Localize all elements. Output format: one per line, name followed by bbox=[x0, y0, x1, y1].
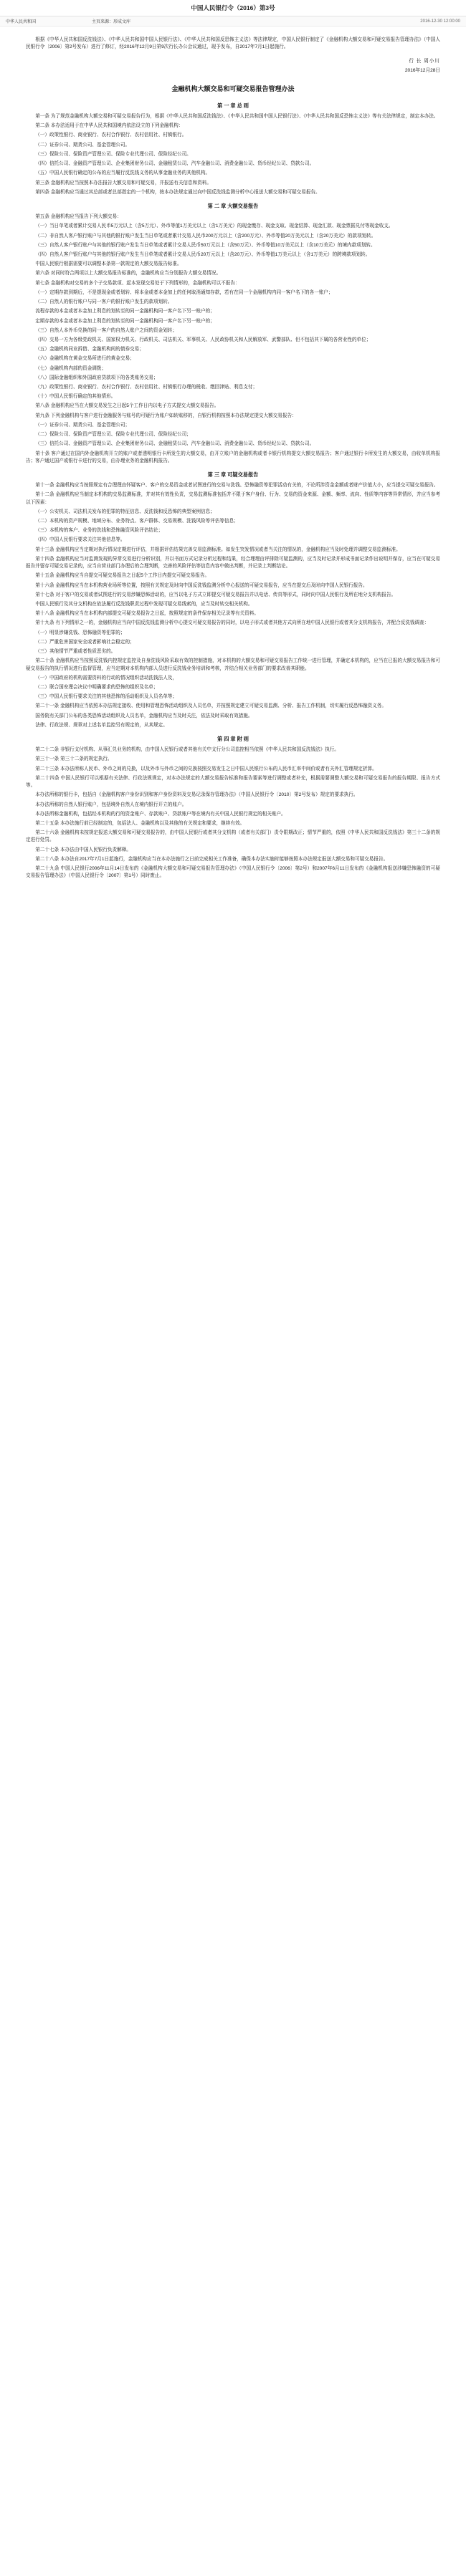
body-paragraph: （六）金融机构在黄金交易所进行的黄金交易； bbox=[35, 356, 135, 362]
body-paragraph: 本办法所称的自然人银行账户，包括境外自然人在境内银行开立的账户。 bbox=[35, 802, 187, 807]
body-paragraph: 第二十二条 非银行支付机构、从事汇兑业务的机构，由中国人民银行或者其他有关中支行分公司监控相当依照《中华人民共和国反洗钱法》执行。 bbox=[35, 747, 340, 753]
signature-date: 2016年12月28日 bbox=[404, 67, 440, 73]
body-paragraph: 流程存款的本金或者本金加上利息的划转至的同一金融机构同一客户名下另一账户的； bbox=[35, 309, 215, 314]
document-meta-bar bbox=[0, 16, 466, 27]
body-paragraph: 第三十一条 第三十二条的规定执行。 bbox=[35, 756, 113, 762]
body-paragraph: （一）明显涉嫌洗钱、恐怖融资等犯罪的； bbox=[35, 630, 125, 635]
preamble-paragraph: 根据《中华人民共和国反洗钱法》、《中华人民共和国中国人民银行法》、《中华人民共和国反恐怖主义法》等法律规定，中国人民银行制定了《金融机构大额交易和可疑交易报告管理办法》（中国人民银行令〔2006〕第2号发布）进行了修订，经2016年12月9日第9次行长办公会议通过，现予发布，自2017年7月1日起施行。 bbox=[26, 37, 440, 50]
body-paragraph: 第十条 客户通过在国内外金融机构开立的账户或者透明银行卡所发生的大额交易，由开立账户的金融机构或者卡银行机构提交大额交易报告；客户通过银行卡所发生的大额交易，由收单机构报告；客户通过国产或银行卡进行的交易，由办理业务的金融机构报告。 bbox=[26, 451, 440, 463]
body-paragraph: 第二十三条 本办法所称人民币、外币之间的兑换，以及外币与外币之间的兑换按照交易发生之日中国人民银行公布的人民币汇率中间价或者有关外汇管理规定折算。 bbox=[35, 766, 377, 772]
body-paragraph: 第二十一条 金融机构应当依照本办法规定接收、使用和管理恐怖活动组织及人员名单，并按照规定建立可疑交易监测、分析、报告工作机制，切实履行反恐怖融资义务。 bbox=[35, 703, 386, 709]
body-paragraph: （三）其他情节严重或者性质恶劣的。 bbox=[35, 649, 116, 655]
body-paragraph: （四）信托公司、金融资产管理公司、企业集团财务公司、金融租赁公司、汽车金融公司、消费金融公司、货币经纪公司、贷款公司。 bbox=[35, 161, 315, 167]
body-paragraph: （三）自然人本外币兑换的同一客户的自然人账户之间的资金划转； bbox=[35, 327, 177, 333]
body-paragraph: 第十一条 金融机构应当按照规定有合理理由怀疑客户、客户的交易资金或者试图进行的交易与洗钱、恐怖融资等犯罪活动有关的，不论所涉资金金额或者财产价值大小，应当提交可疑交易报告。 bbox=[35, 483, 439, 489]
body-paragraph: （五）金融机构同业拆借、金融机构间的债券交易； bbox=[35, 347, 144, 352]
body-paragraph: （二）自然人的银行账户与同一客户的银行账户发生的款项划转。 bbox=[35, 299, 173, 305]
body-paragraph: （二）证券公司、期货公司、基金管理公司。 bbox=[35, 142, 130, 148]
body-paragraph: 第九条 下列金融机构与客户进行金融服务与账号的可疑行为账户如转账移的，自银行机构按照本办法规定提交大额交易报告： bbox=[35, 413, 297, 418]
body-paragraph: 第十七条 对于客户的交易或者试图进行的交易涉嫌恐怖活动的，应当以电子方式立即提交可疑交易报告并以电话、传真等形式，同时向中国人民银行及所在地分支机构报告。 bbox=[35, 592, 396, 597]
body-paragraph: 第十八条 金融机构应当在本机构内部提交可疑交易报告之日起，按照规定的条件保存相关记录等有关资料。 bbox=[35, 611, 259, 617]
body-paragraph: 国务院有关部门公布的各类恐怖活动组织及人员名单，金融机构应当及时关注，依法及时采取有效措施。 bbox=[35, 713, 253, 719]
body-paragraph: （二）严重危害国家安全或者影响社会稳定的； bbox=[35, 639, 135, 645]
body-paragraph: （一）当日单笔或者累计交易人民币5万元以上（含5万元）、外币等值1万美元以上（含1万美元）的现金缴存、现金支取、现金结算、现金汇款、现金票据兑付等现金收支。 bbox=[35, 224, 394, 229]
body-paragraph: 第六条 对同时符合两项以上大额交易报告标准的，金融机构应当分别报告大额交易情况。 bbox=[35, 271, 222, 277]
body-paragraph: 第二十条 金融机构应当按照反洗钱内控规定监控及自身洗钱风险采取有效的控制措施，对本机构的大额交易和可疑交易报告工作统一进行管理，并确定本机构的，应当在已报的大额交易报告和可疑交易报告的执行情况进行监督管理，应当定期对本机构内部人员进行反洗钱业务培训和考核，并结合相关业务部门的要求改善其职能。 bbox=[26, 658, 440, 671]
body-paragraph: 第二条 本办法适用于在中华人民共和国境内依法设立的下列金融机构： bbox=[35, 123, 184, 129]
body-paragraph: 第三条 金融机构应当按照本办法报告大额交易和可疑交易，并报送有关信息和资料。 bbox=[35, 180, 211, 186]
body-paragraph: （一）定期存款到期后，不是提现金或者划转、将本金或者本金加上的任何取消通知存款，若有在同一个金融机构内同一客户名下的各一账户； bbox=[35, 289, 333, 295]
meta-right-text: 2016-12-30 12:00:00 bbox=[420, 19, 460, 24]
body-paragraph: 第十三条 金融机构应当定期对执行情况定期进行评估，并根据评估结果完善交易监测标准。如发生突发情况或者当关注的情况的，金融机构应当及时处理并调整交易监测标准。 bbox=[35, 547, 401, 552]
body-paragraph: （三）本机构的客户、业务的洗钱和恐怖融资风险评估结论； bbox=[35, 528, 163, 534]
body-paragraph: 第二十四条 中国人民银行可以根据有关法律、行政法规规定，对本办法规定的大额交易报告标准和报告要素等进行调整或者补充，根据需要调整大额交易和可疑交易报告的报告期限、报告方式等。 bbox=[26, 775, 440, 789]
meta-center-text: 主页来源：形成文库 bbox=[92, 20, 131, 24]
body-paragraph: （七）金融机构内部的资金调拨； bbox=[35, 365, 107, 371]
body-paragraph: （三）保险公司、保险资产管理公司、保险专业代理公司、保险经纪公司。 bbox=[35, 151, 191, 157]
window-title: 中国人民银行令（2016）第3号 bbox=[191, 4, 275, 11]
body-paragraph: 第二十六条 金融机构未按规定报送大额交易和可疑交易报告的，由中国人民银行或者其分支机构（或者有关部门）责令限期改正；情节严重的，依照《中华人民共和国反洗钱法》第三十二条的规定进行处罚。 bbox=[26, 830, 440, 843]
body-paragraph: 本办法所称的银行卡，包括自《金融机构客户身份识别和客户身份资料及交易记录保存管理办法》（中国人民银行令〔2010〕第2号发布）规定的要求执行。 bbox=[35, 792, 358, 798]
body-paragraph: （三）信托公司、金融资产管理公司、企业集团财务公司、金融租赁公司、汽车金融公司、消费金融公司、货币经纪公司、贷款公司。 bbox=[35, 441, 315, 447]
body-paragraph: （十）中国人民银行确定的其他情形。 bbox=[35, 394, 116, 400]
body-paragraph: （九）政策性银行、商业银行、农村合作银行、农村信用社、村镇银行办理的税收、缴回津贴、利息支付； bbox=[35, 385, 258, 390]
body-paragraph: 法律、行政法规、规章对上述名单监控另有规定的，从其规定。 bbox=[35, 722, 168, 728]
chapter-heading: 第 四 章 附 则 bbox=[217, 736, 249, 743]
body-paragraph: 第十九条 有下列情形之一的，金融机构应当向中国反洗钱监测分析中心提交可疑交易报告的同时，以电子形式或者其他方式向所在地中国人民银行或者其分支机构报告，并配合反洗钱调查： bbox=[35, 620, 429, 626]
body-paragraph: （一）证券公司、期货公司、基金管理公司； bbox=[35, 422, 130, 428]
body-paragraph: 第十五条 金融机构应当自提交可疑交易报告之日起5个工作日内提交可疑交易报告。 bbox=[35, 573, 210, 579]
body-paragraph: （二）非自然人客户银行账户与其他的银行账户发生当日单笔或者累计交易人民币200万元以上（含200万元）、外币等值20万美元以上（含20万美元）的款项划转。 bbox=[35, 233, 376, 239]
body-paragraph: 第四条 金融机构应当通过其总部或者总部指定的一个机构，按本办法规定通过向中国反洗钱监测分析中心报送大额交易和可疑交易报告。 bbox=[35, 189, 320, 195]
body-paragraph: 第二十九条 中国人民银行2006年11月14日发布的《金融机构大额交易和可疑交易报告管理办法》（中国人民银行令〔2006〕第2号）和2007年6月11日发布的《金融机构报送涉嫌恐怖融资的可疑交易报告管理办法》（中国人民银行令〔2007〕第1号）同时废止。 bbox=[26, 866, 440, 879]
body-paragraph: 第五条 金融机构应当报告下列大额交易： bbox=[35, 214, 122, 220]
document-body bbox=[0, 27, 466, 897]
body-paragraph: 第八条 金融机构应当在大额交易发生之日起5个工作日内以电子方式提交大额交易报告。 bbox=[35, 403, 219, 409]
body-paragraph: 第七条 金融机构对交易的多个子交易款项、起本发现交易处于下列情形的，金融机构可以不报告： bbox=[35, 280, 240, 286]
chapter-heading: 第 三 章 可疑交易报告 bbox=[207, 471, 259, 478]
body-paragraph: （四）中国人民银行要求关注其他信息等。 bbox=[35, 537, 125, 543]
chapter-heading: 第 二 章 大额交易报告 bbox=[207, 202, 259, 209]
body-paragraph: （一）政策性银行、商业银行、农村合作银行、农村信用社、村镇银行。 bbox=[35, 133, 187, 138]
body-paragraph: （二）保险公司、保险资产管理公司、保险专业代理公司、保险经纪公司； bbox=[35, 432, 191, 438]
window-titlebar bbox=[0, 0, 466, 16]
body-paragraph: （五）中国人民银行确定的公布的应当履行反洗钱义务的从事金融业务的其他机构。 bbox=[35, 170, 211, 176]
body-paragraph: 第二十五条 本办法施行前已经制定的，包括法人、金融机构以及其他的有关规定和要求，继续有效。 bbox=[35, 820, 245, 826]
body-paragraph: （四）自然人客户银行账户与其他的银行账户发生当日单笔或者累计交易人民币20万元以上（含20万元）、外币等值1万美元以上（含1万美元）的跨境款项划转。 bbox=[35, 251, 371, 257]
meta-left-text: 中华人民共和国 bbox=[6, 20, 37, 24]
body-paragraph: 第二十七条 本办法由中国人民银行负责解释。 bbox=[35, 847, 131, 852]
body-paragraph: 第二十八条 本办法自2017年7月1日起施行，金融机构应当在本办法施行之日前完成相关工作准备，确保本办法实施时能够按照本办法规定报送大额交易和可疑交易报告。 bbox=[35, 856, 389, 862]
body-paragraph: （二）本机构的资产规模、地域分布、业务特点、客户群体、交易规模、洗钱风险等评估等信息； bbox=[35, 519, 239, 524]
body-paragraph: （八）国际金融组织和外国政府贷款项下的各类账务交易； bbox=[35, 375, 158, 380]
page-title: 金融机构大额交易和可疑交易报告管理办法 bbox=[171, 85, 295, 92]
body-paragraph: （三）自然人客户银行账户与其他的银行账户发生当日单笔或者累计交易人民币50万元以上（含50万元）、外币等值10万美元以上（含10万美元）的境内款项划转。 bbox=[35, 242, 376, 248]
body-paragraph: （二）联合国安理会决议中明确要求的恐怖的组织及名单； bbox=[35, 684, 158, 690]
body-paragraph: （一）公安机关、司法机关发布的犯罪的特征信息、反洗钱和反恐怖的典型案例信息； bbox=[35, 509, 215, 514]
signature-name: 行 长 周小川 bbox=[409, 59, 440, 64]
body-paragraph: 中国人民银行及其分支机构在依法履行反洗钱职责过程中发现可疑交易线索的，应当及时转交相关机构。 bbox=[35, 602, 253, 607]
body-paragraph: 第一条 为了规范金融机构大额交易和可疑交易报告行为，根据《中华人民共和国反洗钱法》、《中华人民共和国中国人民银行法》、《中华人民共和国反恐怖主义法》等有关法律规定，制定本办法。 bbox=[35, 113, 439, 119]
body-paragraph: （三）中国人民银行要求关注的其他恐怖的活动组织及人员名单等； bbox=[35, 694, 177, 700]
body-paragraph: 中国人民银行根据需要可以调整本条第一款规定的大额交易报告标准。 bbox=[35, 261, 182, 267]
body-paragraph: 第十二条 金融机构应当制定本机构的交易监测标准，并对其有效性负责，交易监测标准包括并不限于客户身份、行为、交易的资金来源、金额、频率、流向、性质等内容等异常情形，并应当参考以下因素： bbox=[26, 492, 440, 505]
chapter-heading: 第 一 章 总 则 bbox=[217, 102, 249, 109]
body-paragraph: （一）中国政府的机构需要资料的行动的情况组织活动洗钱法人及， bbox=[35, 675, 177, 681]
body-paragraph: （四）交易一方为各级党政机关、国家权力机关、行政机关、司法机关、军事机关、人民政协机关和人民解放军、武警部队、但不包括其下属的各营业性的单位； bbox=[35, 337, 371, 342]
body-paragraph: 本办法所称金融机构，包括经本机构的行的资金账户、存款账户、贷款账户等在境内有关中国人民银行规定的相关账户。 bbox=[35, 811, 286, 817]
body-paragraph: 定期存款的本金或者本金加上利息的划转至的同一金融机构同一客户名下另一账户的； bbox=[35, 318, 215, 324]
body-paragraph: 第十六条 金融机构应当在本机构营业场所等位置，按照有关规定及时向中国反洗钱监测分析中心报送的可疑交易报告，应当在提交后及时向中国人民银行报告。 bbox=[35, 582, 368, 588]
body-paragraph: 第十四条 金融机构应当对监测发现的异常交易进行分析识别，并以书面方式记录分析过程和结果，经合理理由评排除可疑监测的，应当及时记录并形成书面记录作出说明并保存，应当在可疑交易报告并留存可疑交易记录的，应当自营业部门办理后的合理判断，完善的风险评估等信息内容中做出判断，并记录上判断结论。 bbox=[26, 556, 440, 569]
